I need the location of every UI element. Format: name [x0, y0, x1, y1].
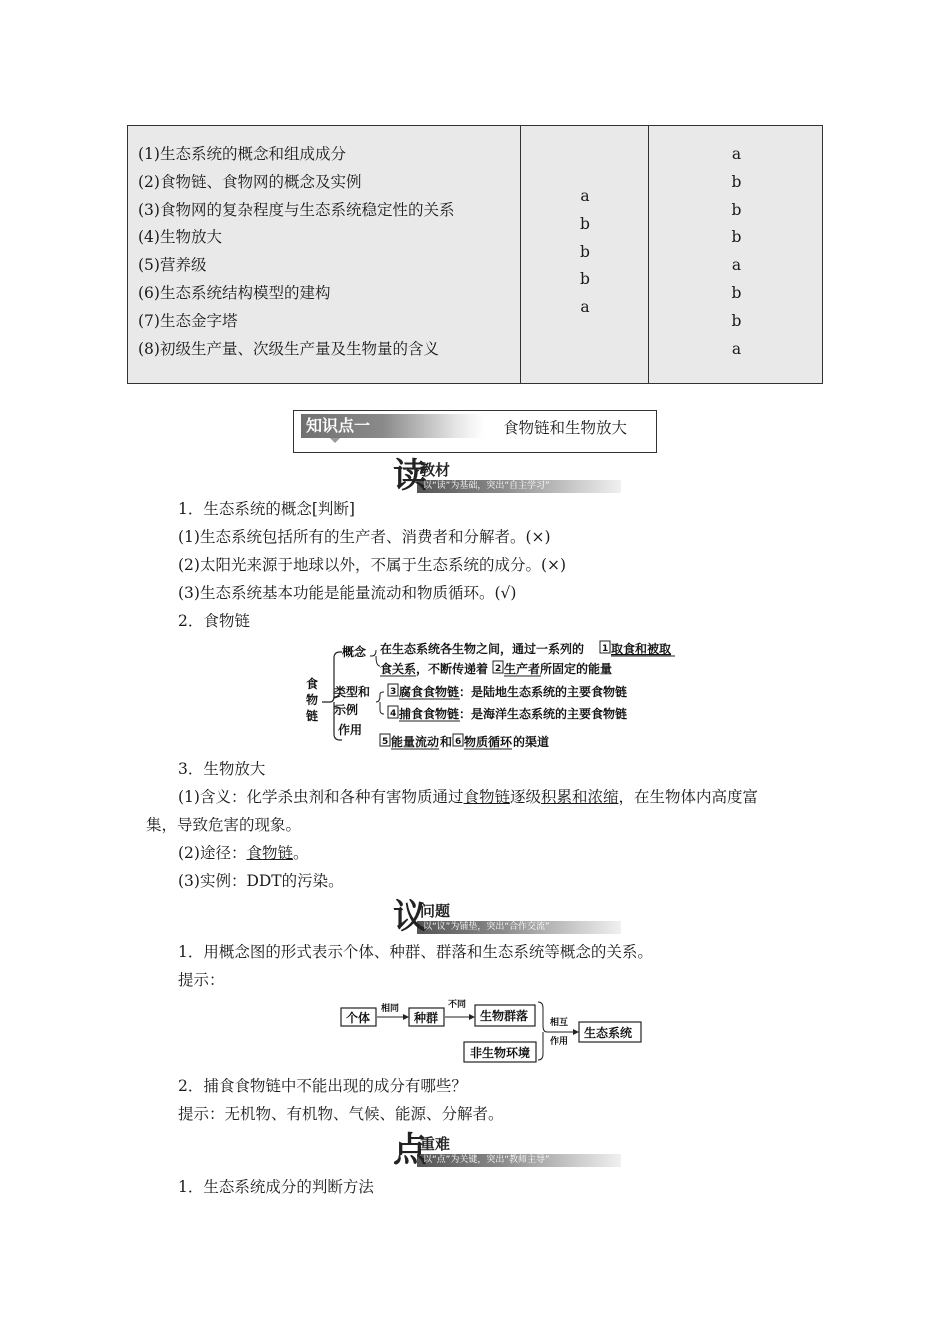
- badge-char: 点: [393, 1130, 427, 1170]
- role-text: 和: [440, 735, 453, 749]
- level-cell: b: [580, 270, 590, 289]
- diagram-root-char: 链: [306, 709, 319, 723]
- arrow-label: 不同: [448, 1000, 467, 1010]
- badge-subtitle: 以“议”为铺垫，突出“合作交流”: [423, 922, 550, 932]
- level-cell: b: [731, 228, 742, 247]
- level-cell: a: [731, 339, 742, 358]
- requirement-column-2: [521, 183, 649, 322]
- objective-item: (8)初级生产量、次级生产量及生物量的含义: [138, 339, 439, 358]
- text-span: 。: [292, 844, 309, 862]
- diagram-root-char: 物: [306, 693, 319, 707]
- badge-word: 问题: [420, 902, 451, 920]
- text-span: ，在生物体内高度富: [618, 788, 759, 806]
- types-label: 示例: [334, 703, 359, 717]
- concept-line-1: [380, 641, 584, 656]
- answer-blank: 食关系: [380, 662, 417, 676]
- blank-number: 6: [455, 737, 462, 747]
- level-cell: a: [731, 256, 742, 275]
- concept-text: 所固定的能量: [540, 662, 613, 676]
- judgement-item: (2)太阳光来源于地球以外，不属于生态系统的成分。(×): [178, 556, 567, 574]
- brace-icon: [538, 1002, 547, 1060]
- level-cell: b: [731, 200, 742, 219]
- answer-blank: 腐食食物链: [399, 685, 460, 699]
- level-cell: a: [580, 298, 590, 317]
- answer-blank: 取食和被取: [611, 642, 672, 656]
- answer-blank: 生产者: [504, 662, 541, 676]
- ecosystem-label: 生态系统: [584, 1026, 633, 1040]
- section-title: 2．食物链: [178, 612, 250, 630]
- objective-item: (5)营养级: [138, 256, 207, 275]
- text-span: (2)途径：: [178, 844, 247, 862]
- keyword: 食物链: [463, 788, 510, 806]
- type-desc: ：是陆地生态系统的主要食物链: [459, 685, 628, 699]
- level-cell: b: [731, 283, 742, 302]
- badge-char: 议: [393, 897, 427, 937]
- concept-text: ，不断传递着: [416, 662, 489, 676]
- blank-number: 2: [495, 664, 502, 674]
- level-cell: a: [580, 187, 590, 205]
- objective-item: (3)食物网的复杂程度与生态系统稳定性的关系: [138, 200, 455, 219]
- objective-item: (2)食物链、食物网的概念及实例: [138, 172, 362, 191]
- question: 2．捕食食物链中不能出现的成分有哪些？: [178, 1077, 467, 1095]
- section-title: 1．生态系统成分的判断方法: [178, 1178, 374, 1196]
- blank-number: 3: [390, 687, 397, 697]
- level-cell: b: [580, 214, 590, 233]
- role-label: 作用: [338, 723, 363, 737]
- point-section-badge: [393, 1131, 623, 1181]
- badge-word: 教材: [420, 461, 451, 479]
- concept-map-diagram: [338, 998, 644, 1068]
- keyword: 食物链: [246, 844, 293, 862]
- magnification-path: [178, 842, 309, 864]
- badge-char: 读: [393, 456, 427, 496]
- requirement-column-3: [649, 141, 824, 363]
- type-2-line: [398, 706, 627, 721]
- individual-label: 个体: [346, 1011, 371, 1025]
- knowledge-point-tag: 知识点一: [301, 414, 484, 438]
- arrow-label: 作用: [550, 1037, 569, 1047]
- objective-item: (4)生物放大: [138, 228, 222, 247]
- arrow-label: 相互: [550, 1018, 569, 1028]
- concept-line-2-tail: [504, 661, 612, 676]
- blank-number: 1: [602, 644, 609, 654]
- type-1-line: [399, 684, 627, 699]
- level-cell: b: [731, 311, 742, 330]
- types-label: 类型和: [334, 685, 371, 699]
- text-span: (1)含义：化学杀虫剂和各种有害物质通过: [178, 788, 464, 806]
- answer-blank: 物质循环: [464, 735, 513, 749]
- objectives-table: [127, 125, 823, 384]
- objectives-list: [138, 141, 454, 363]
- badge-subtitle: 以“点”为关键，突出“教师主导”: [423, 1155, 550, 1165]
- section-title: 3．生物放大: [178, 760, 266, 778]
- objective-item: (1)生态系统的概念和组成成分: [138, 145, 346, 163]
- judgement-item: (1)生态系统包括所有的生产者、消费者和分解者。(×): [178, 528, 551, 546]
- concept-line-2: [380, 661, 488, 676]
- blank-number: 5: [382, 737, 389, 747]
- tag-pointer-icon: [330, 438, 340, 443]
- answer-blank: 捕食食物链: [399, 707, 460, 721]
- level-cell: b: [731, 172, 742, 191]
- arrow-label: 相同: [381, 1004, 400, 1014]
- question: 1．用概念图的形式表示个体、种群、群落和生态系统等概念的关系。: [178, 943, 653, 961]
- magnification-definition-cont: 集，导致危害的现象。: [146, 816, 302, 834]
- keyword: 积累和浓缩: [541, 788, 619, 806]
- level-cell: a: [731, 145, 742, 163]
- population-label: 种群: [414, 1011, 439, 1025]
- concept-text: 在生态系统各生物之间，通过一系列的: [380, 642, 585, 656]
- badge-subtitle: 以“读”为基础，突出“自主学习”: [423, 481, 550, 491]
- judgement-item: (3)生态系统基本功能是能量流动和物质循环。(√): [178, 584, 517, 602]
- blank-number: 4: [390, 709, 397, 719]
- badge-word: 重难: [420, 1135, 451, 1153]
- hint-label: 提示：: [178, 971, 225, 989]
- answer: 提示：无机物、有机物、气候、能源、分解者。: [178, 1105, 504, 1123]
- magnification-example: (3)实例：DDT的污染。: [178, 872, 344, 890]
- concept-label: 概念: [342, 645, 367, 659]
- knowledge-point-title: 食物链和生物放大: [503, 419, 628, 437]
- magnification-definition: [178, 786, 758, 808]
- role-text: 的渠道: [513, 735, 550, 749]
- type-desc: ：是海洋生态系统的主要食物链: [459, 707, 628, 721]
- diagram-root-char: 食: [306, 677, 319, 691]
- abiotic-label: 非生物环境: [470, 1046, 531, 1060]
- food-chain-diagram: [300, 636, 690, 752]
- answer-blank: 能量流动: [391, 735, 440, 749]
- text-span: 逐级: [509, 788, 541, 806]
- types-bracket: [376, 692, 384, 714]
- section-title: 1．生态系统的概念[判断]: [178, 500, 355, 518]
- objective-item: (7)生态金字塔: [138, 311, 238, 330]
- concept-bracket: [370, 650, 380, 666]
- objective-item: (6)生态系统结构模型的建构: [138, 283, 331, 302]
- level-cell: b: [580, 242, 590, 261]
- read-section-badge: [393, 457, 623, 507]
- community-label: 生物群落: [480, 1009, 529, 1023]
